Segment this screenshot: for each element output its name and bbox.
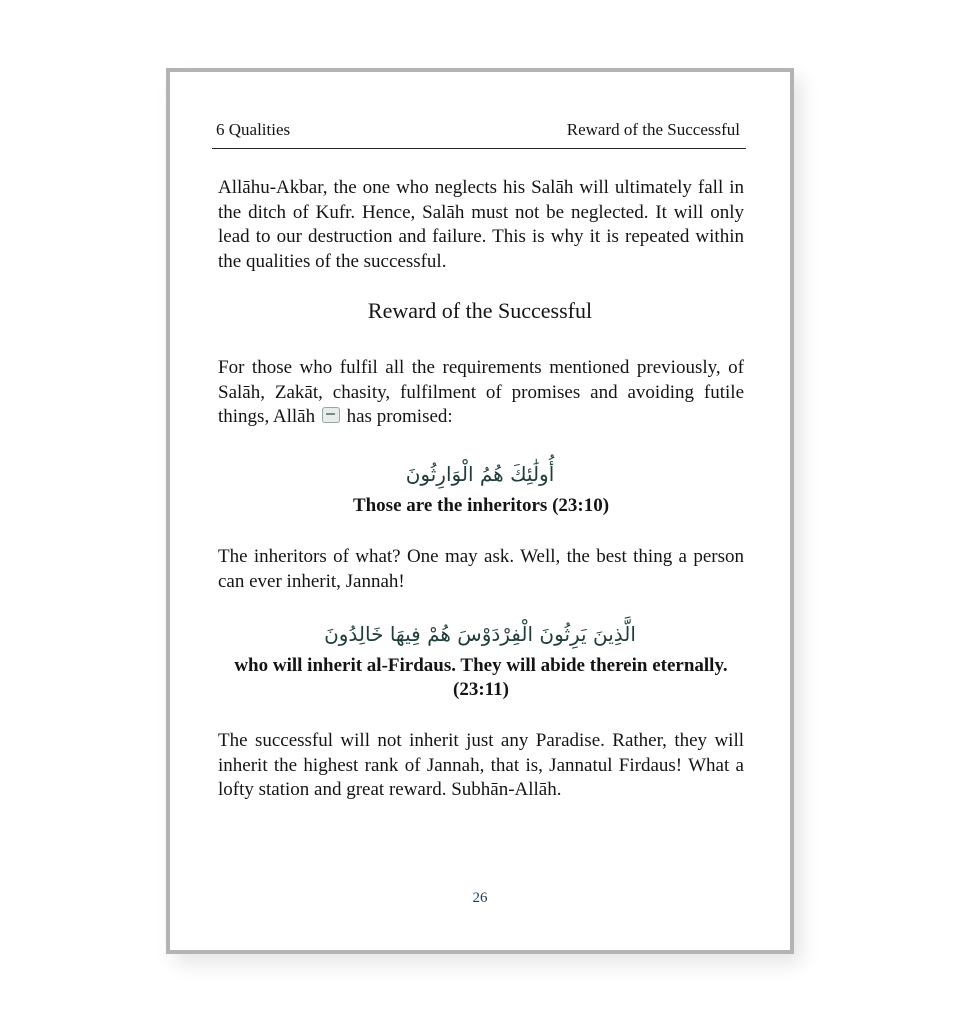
paragraph-requirements-text-end: has promised: — [346, 406, 453, 427]
section-heading: Reward of the Successful — [367, 298, 593, 323]
book-page — [166, 68, 794, 954]
paragraph-requirements-text: For those who fulfil all the requirements mentioned previously, of Salāh, Zakāt, chasity, fulfilment of promises and avoiding futile things, Allāh — [218, 357, 744, 427]
verse-arabic-23-10: أُولَٰئِكَ هُمُ الْوَارِثُونَ — [405, 462, 555, 486]
paragraph-firdaus: The successful will not inherit just any Paradise. Rather, they will inherit the highest rank of Jannah, that is, Jannatul Firdaus! What a lofty station and great reward. Subhān-Allāh. — [218, 730, 744, 800]
page-number: 26 — [472, 890, 488, 906]
header-book-title: 6 Qualities — [216, 120, 291, 139]
paragraph-requirements — [218, 356, 744, 430]
header-chapter-title: Reward of the Successful — [566, 120, 740, 139]
paragraph-salah-neglect: Allāhu-Akbar, the one who neglects his Salāh will ultimately fall in the ditch of Kufr. Hence, Salāh must not be neglected. It will only lead to our destruction and failure. This is why it is repeated within the qualities of the successful. — [218, 177, 744, 272]
paragraph-inheritors: The inheritors of what? One may ask. Well, the best thing a person can ever inherit, Jannah! — [218, 546, 744, 592]
running-header — [212, 118, 746, 149]
honorific-calligraphy-icon — [322, 407, 340, 423]
verse-translation-23-11: who will inherit al-Firdaus. They will abide therein eternally. (23:11) — [234, 655, 728, 700]
verse-arabic-23-11: الَّذِينَ يَرِثُونَ الْفِرْدَوْسَ هُمْ فِيهَا خَالِدُونَ — [324, 622, 636, 646]
verse-translation-23-10: Those are the inheritors (23:10) — [352, 495, 610, 516]
